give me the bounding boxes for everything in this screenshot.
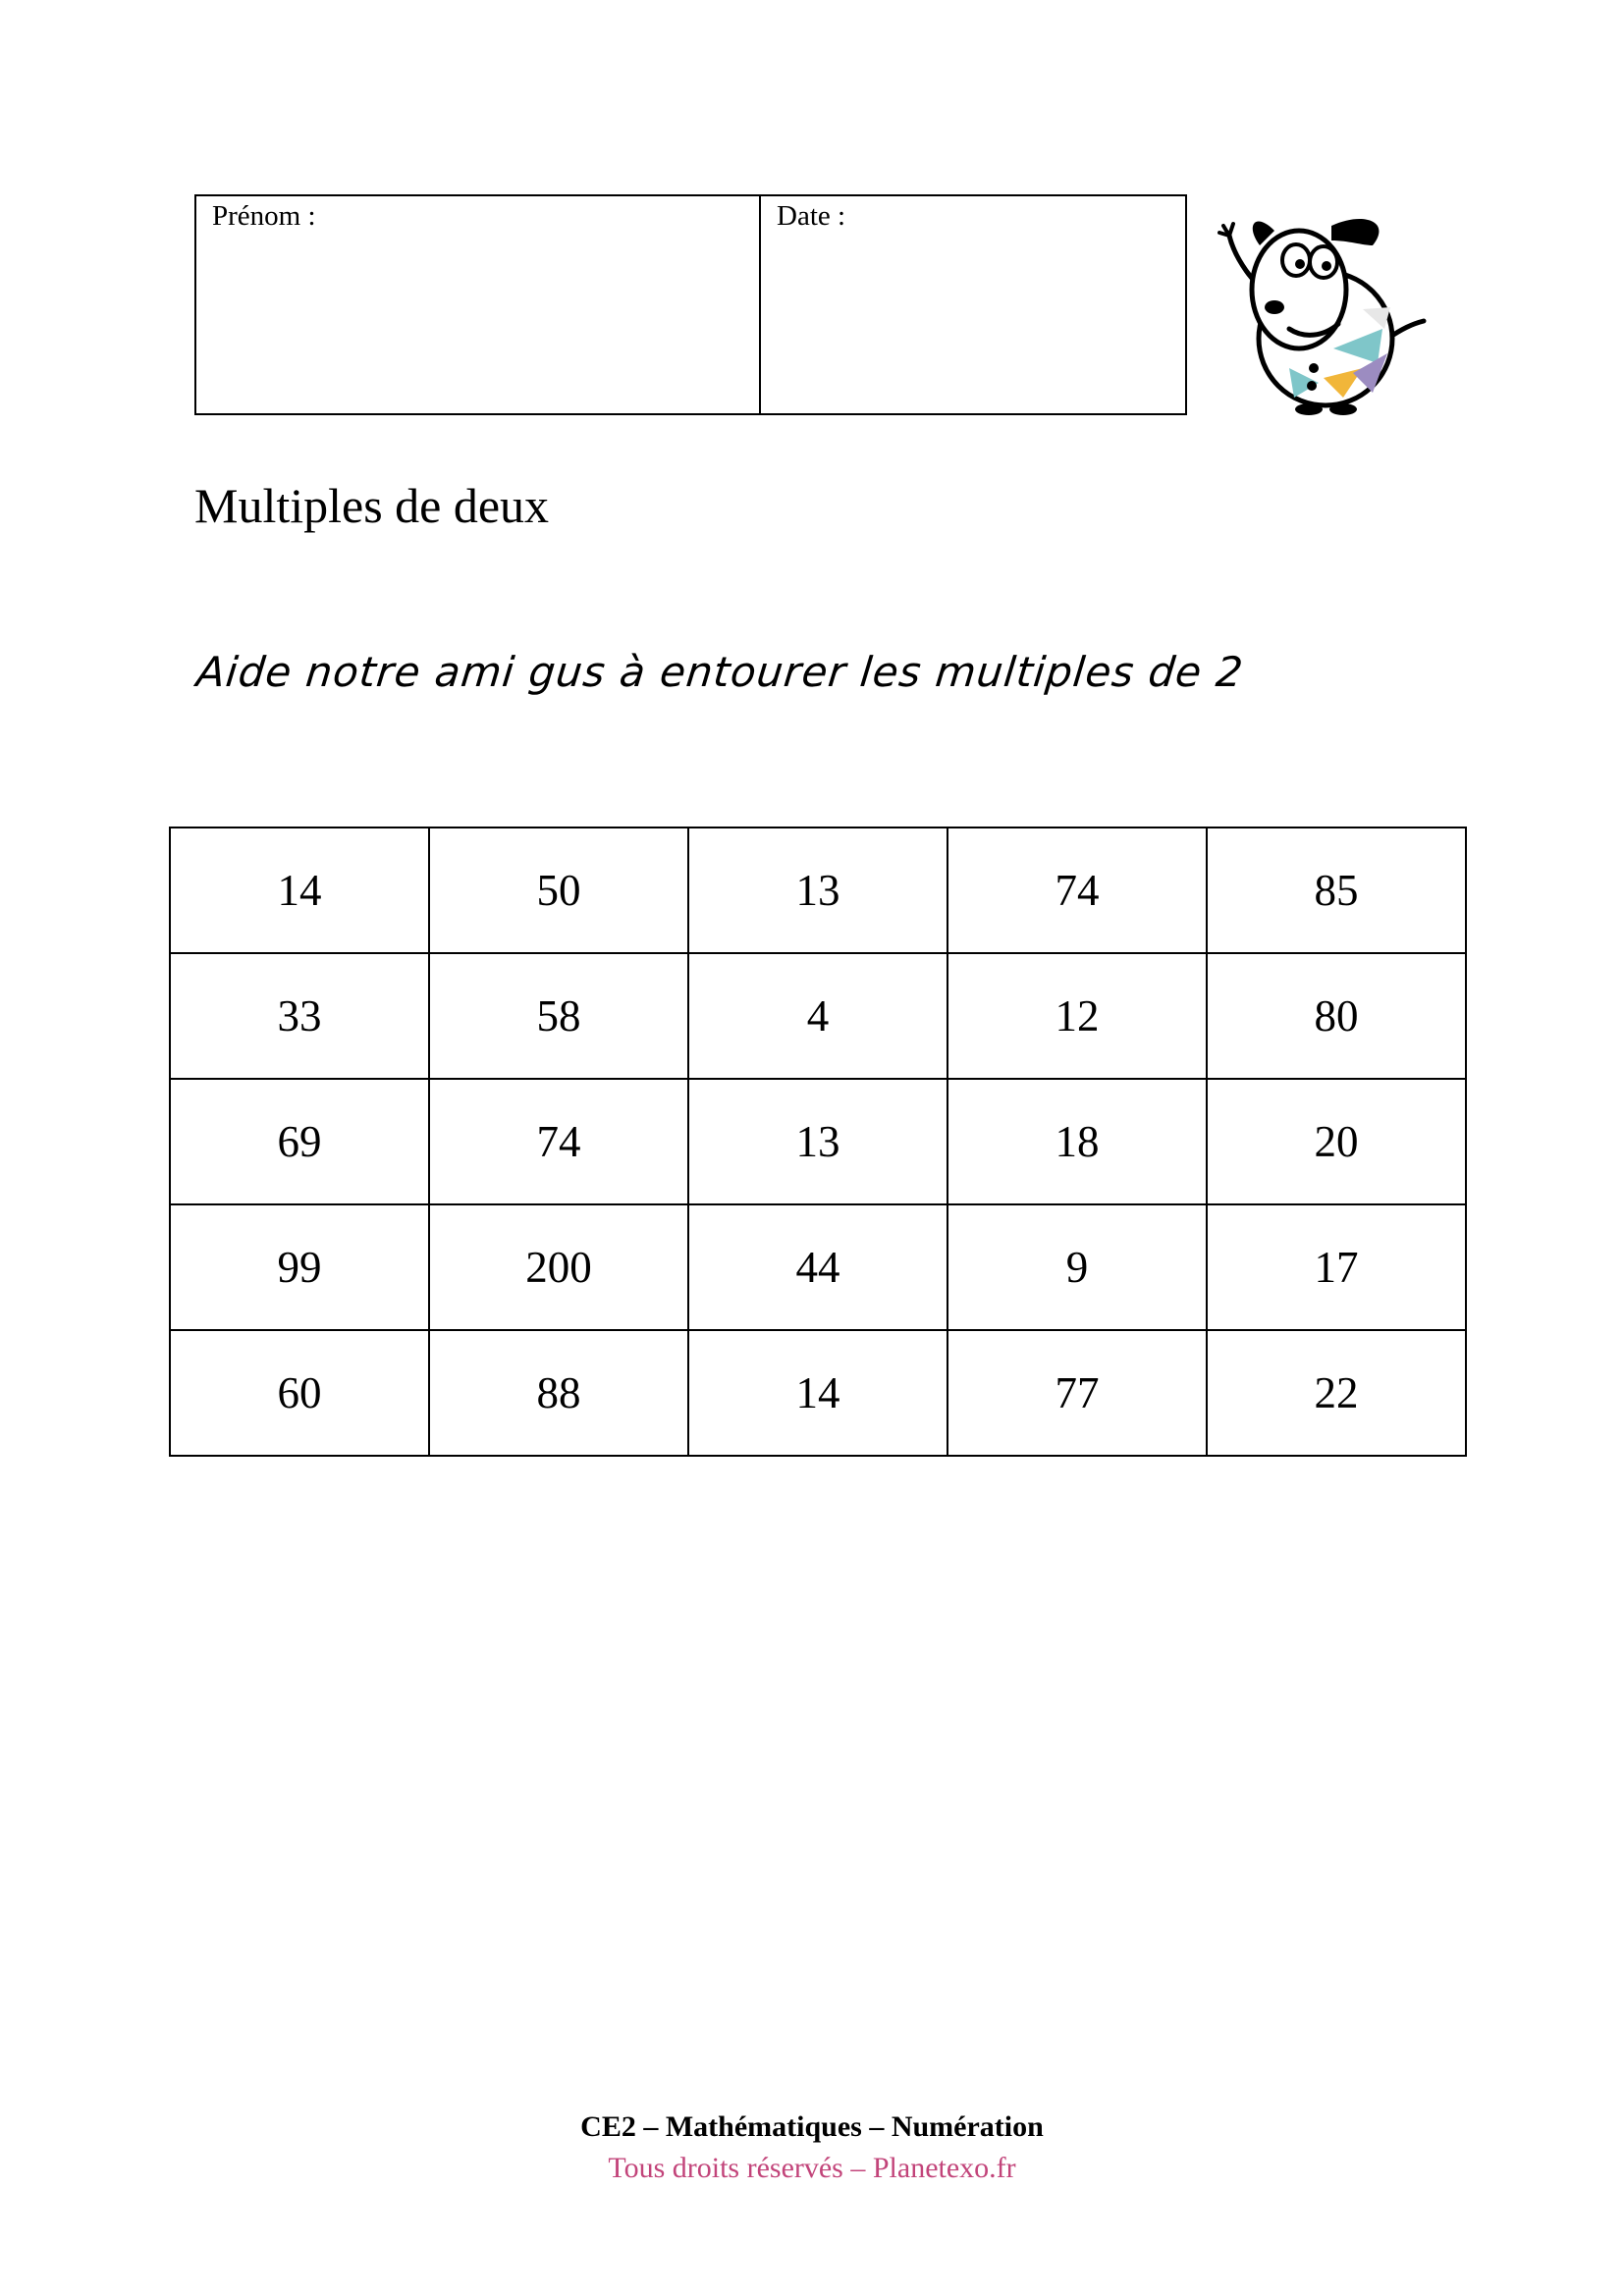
grid-cell[interactable]: 50 [429,828,688,953]
number-grid [169,827,1467,1457]
grid-cell[interactable]: 13 [688,828,947,953]
grid-row [170,953,1466,1079]
grid-cell[interactable]: 22 [1207,1330,1466,1456]
grid-cell[interactable]: 17 [1207,1204,1466,1330]
grid-cell[interactable]: 99 [170,1204,429,1330]
grid-cell[interactable]: 13 [688,1079,947,1204]
page-title: Multiples de deux [194,478,550,533]
grid-cell[interactable]: 74 [947,828,1207,953]
grid-cell[interactable]: 44 [688,1204,947,1330]
grid-cell[interactable]: 69 [170,1079,429,1204]
student-info-box [194,194,1187,415]
grid-row [170,1330,1466,1456]
footer-copyright: Tous droits réservés – Planetexo.fr [608,2152,1016,2184]
name-label: Prénom : [212,200,316,232]
grid-cell[interactable]: 20 [1207,1079,1466,1204]
sheep-mascot-icon [1216,191,1434,417]
grid-cell[interactable]: 9 [947,1204,1207,1330]
name-field[interactable] [196,196,761,413]
date-field[interactable] [761,196,1185,413]
instruction-text: Aide notre ami gus à entourer les multiples de 2 [194,648,1246,696]
grid-cell[interactable]: 14 [170,828,429,953]
grid-cell[interactable]: 88 [429,1330,688,1456]
grid-cell[interactable]: 77 [947,1330,1207,1456]
grid-row [170,1079,1466,1204]
date-label: Date : [777,200,846,232]
grid-cell[interactable]: 18 [947,1079,1207,1204]
grid-cell[interactable]: 12 [947,953,1207,1079]
grid-cell[interactable]: 33 [170,953,429,1079]
grid-row [170,1204,1466,1330]
grid-row [170,828,1466,953]
grid-cell[interactable]: 58 [429,953,688,1079]
grid-cell[interactable]: 60 [170,1330,429,1456]
grid-cell[interactable]: 14 [688,1330,947,1456]
grid-cell[interactable]: 200 [429,1204,688,1330]
footer-subject: CE2 – Mathématiques – Numération [580,2110,1044,2143]
grid-cell[interactable]: 74 [429,1079,688,1204]
grid-cell[interactable]: 4 [688,953,947,1079]
grid-cell[interactable]: 85 [1207,828,1466,953]
grid-cell[interactable]: 80 [1207,953,1466,1079]
